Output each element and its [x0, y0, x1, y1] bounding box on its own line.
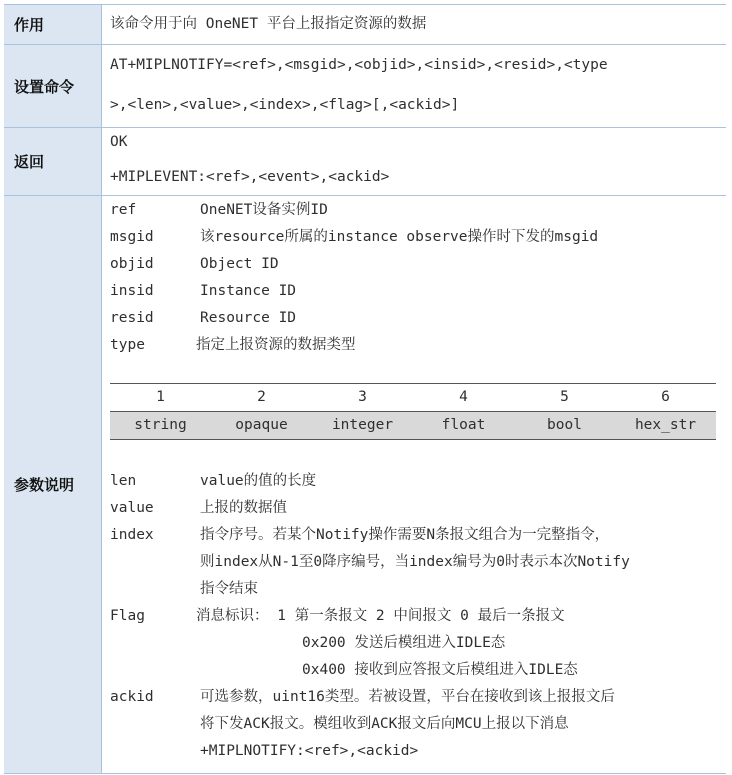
set-command-line1: AT+MIPLNOTIFY=<ref>,<msgid>,<objid>,<insid>,<resid>,<type: [110, 57, 608, 73]
type-name: hex_str: [634, 417, 697, 433]
type-name: float: [441, 417, 486, 433]
type-name: opaque: [235, 417, 288, 433]
param-ackid-cont: 将下发ACK报文。模组收到ACK报文后向MCU上报以下消息: [200, 716, 569, 732]
type-code: 1: [156, 389, 165, 405]
param-key: ackid: [110, 689, 154, 705]
type-code: 3: [358, 389, 367, 405]
param-key: resid: [110, 310, 154, 326]
param-desc: 上报的数据值: [200, 500, 287, 516]
row-params: [4, 196, 726, 774]
param-flag-cont: 0x200 发送后模组进入IDLE态: [302, 635, 506, 651]
param-insid: [110, 278, 726, 305]
set-command-line2: >,<len>,<value>,<index>,<flag>[,<ackid>]: [110, 97, 460, 113]
row-return: [4, 128, 726, 196]
type-code: 6: [661, 389, 670, 405]
param-flag-cont: 0x400 接收到应答报文后模组进入IDLE态: [302, 662, 578, 678]
type-code: 4: [459, 389, 468, 405]
param-key: msgid: [110, 229, 154, 245]
param-desc: Instance ID: [200, 283, 297, 299]
type-code-row: [110, 384, 716, 411]
row-purpose: [4, 4, 726, 45]
param-index: [110, 522, 726, 549]
params-content: [102, 196, 726, 773]
param-ackid-cont: +MIPLNOTIFY:<ref>,<ackid>: [200, 743, 419, 759]
param-key: index: [110, 527, 154, 543]
return-line2: +MIPLEVENT:<ref>,<event>,<ackid>: [110, 169, 390, 185]
param-objid: [110, 251, 726, 278]
label-set-command: 设置命令: [4, 45, 102, 127]
param-key: insid: [110, 283, 154, 299]
param-ref: [110, 197, 726, 224]
type-code: 5: [560, 389, 569, 405]
type-code: 2: [257, 389, 266, 405]
type-name: integer: [331, 417, 394, 433]
param-key: value: [110, 500, 154, 516]
param-key: type: [110, 337, 145, 353]
param-flag: [110, 603, 726, 630]
param-key: ref: [110, 202, 137, 218]
label-params: 参数说明: [4, 196, 102, 773]
param-desc: OneNET设备实例ID: [200, 202, 328, 218]
type-name-row: [110, 411, 716, 439]
param-desc: 指定上报资源的数据类型: [196, 337, 356, 353]
param-msgid: [110, 224, 726, 251]
purpose-text: 该命令用于向 OneNET 平台上报指定资源的数据: [110, 16, 427, 32]
param-desc: Object ID: [200, 256, 279, 272]
param-desc: value的值的长度: [200, 473, 317, 489]
purpose-content: [102, 5, 726, 44]
param-type: [110, 332, 726, 359]
param-index-cont: 则index从N-1至0降序编号，当index编号为0时表示本次Notify: [200, 554, 630, 570]
param-ackid: [110, 684, 726, 711]
return-line1: OK: [110, 134, 128, 150]
set-command-content: [102, 45, 726, 127]
type-name: bool: [547, 417, 582, 433]
param-desc: 该resource所属的instance observe操作时下发的msgid: [200, 229, 599, 245]
param-desc: Resource ID: [200, 310, 297, 326]
param-index-cont: 指令结束: [200, 581, 258, 597]
param-key: objid: [110, 256, 154, 272]
type-table: [110, 383, 716, 440]
param-key: len: [110, 473, 137, 489]
param-resid: [110, 305, 726, 332]
type-name: string: [134, 417, 187, 433]
row-set-command: [4, 45, 726, 128]
at-command-table: [4, 4, 726, 774]
return-content: [102, 128, 726, 195]
param-desc: 消息标识： 1 第一条报文 2 中间报文 0 最后一条报文: [196, 608, 565, 624]
param-len: [110, 468, 726, 495]
param-value: [110, 495, 726, 522]
label-purpose: 作用: [4, 5, 102, 44]
param-key: Flag: [110, 608, 145, 624]
label-return: 返回: [4, 128, 102, 195]
param-desc: 指令序号。若某个Notify操作需要N条报文组合为一完整指令，: [200, 527, 610, 543]
param-desc: 可选参数，uint16类型。若被设置，平台在接收到该上报报文后: [200, 689, 615, 705]
